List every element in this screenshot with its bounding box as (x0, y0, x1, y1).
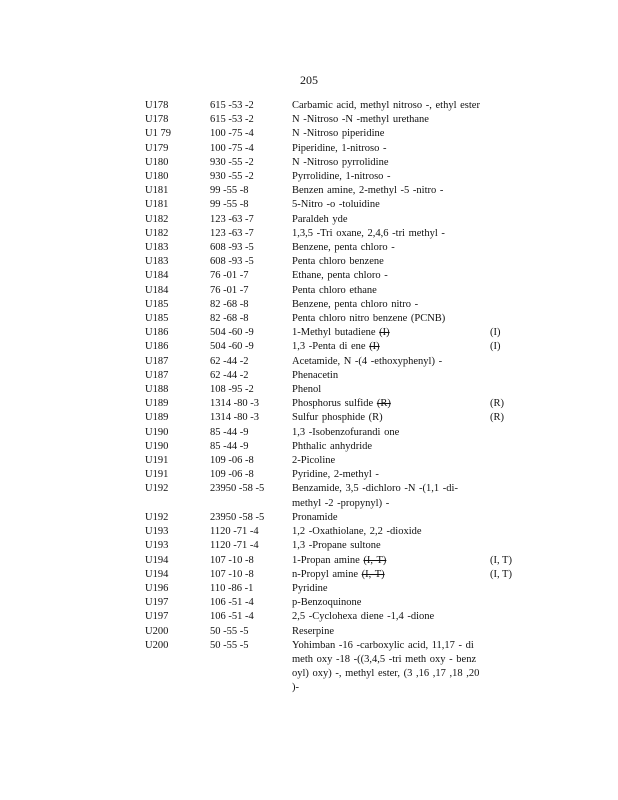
table-row (0, 99, 618, 113)
substance-name (292, 596, 482, 610)
cas-number: 85 -44 -9 (210, 426, 249, 438)
waste-code: U181 (145, 199, 169, 211)
waste-code: U190 (145, 440, 169, 452)
table-row (0, 184, 618, 198)
substance-name (292, 170, 482, 184)
waste-code: U192 (145, 483, 169, 495)
substance-name-text: Benzamide, 3,5 -dichloro -N -(1,1 -di- methyl -2 -propynyl) - (292, 483, 458, 509)
cas-number: 1314 -80 -3 (210, 398, 259, 410)
cas-number: 109 -06 -8 (210, 455, 254, 467)
waste-code: U182 (145, 213, 169, 225)
waste-code: U189 (145, 412, 169, 424)
table-row (0, 355, 618, 369)
waste-code: U193 (145, 526, 169, 538)
cas-number: 615 -53 -2 (210, 114, 254, 126)
substance-name (292, 184, 482, 198)
cas-number: 1120 -71 -4 (210, 526, 259, 538)
cas-number: 62 -44 -2 (210, 355, 249, 367)
substance-name-text: 1-Propan amine (292, 554, 360, 566)
substance-name (292, 610, 482, 624)
hazard-code: (I, T) (490, 568, 512, 580)
substance-name-text: 1,3 -Penta di ene (292, 341, 366, 353)
table-row (0, 454, 618, 468)
substance-name-text: Pyridine, 2-methyl - (292, 469, 379, 481)
substance-name-text: Ethane, penta chloro - (292, 270, 388, 282)
substance-name-text: Piperidine, 1-nitroso - (292, 142, 387, 154)
substance-name (292, 454, 482, 468)
substance-name-text: Acetamide, N -(4 -ethoxyphenyl) - (292, 355, 443, 367)
substance-name (292, 142, 482, 156)
cas-number: 123 -63 -7 (210, 227, 254, 239)
cas-number: 930 -55 -2 (210, 171, 254, 183)
substance-name (292, 482, 482, 510)
table-row (0, 340, 618, 354)
substance-name-text: Benzene, penta chloro nitro - (292, 298, 419, 310)
waste-code: U178 (145, 100, 169, 111)
waste-code: U193 (145, 540, 169, 552)
waste-code: U180 (145, 156, 169, 168)
cas-number: 108 -95 -2 (210, 384, 254, 396)
table-row (0, 298, 618, 312)
substance-name-text: Pronamide (292, 511, 338, 523)
substance-name (292, 227, 482, 241)
struck-hazard-code: (I) (379, 327, 390, 339)
cas-number: 615 -53 -2 (210, 100, 254, 111)
substance-name-text: 2,5 -Cyclohexa diene -1,4 -dione (292, 611, 435, 623)
waste-code: U183 (145, 242, 169, 254)
cas-number: 85 -44 -9 (210, 440, 249, 452)
substance-name-text: N -Nitroso piperidine (292, 128, 385, 140)
table-row (0, 639, 618, 696)
substance-name-text: Phthalic anhydride (292, 440, 373, 452)
waste-code: U183 (145, 256, 169, 268)
cas-number: 23950 -58 -5 (210, 511, 265, 523)
waste-code-table (0, 99, 618, 696)
substance-name (292, 213, 482, 227)
cas-number: 608 -93 -5 (210, 242, 254, 254)
waste-code: U179 (145, 142, 169, 154)
waste-code: U188 (145, 384, 169, 396)
substance-name-text: Pyridine (292, 582, 328, 594)
substance-name (292, 198, 482, 212)
substance-name-text: Pyrrolidine, 1-nitroso - (292, 171, 391, 183)
substance-name-text: 5-Nitro -o -toluidine (292, 199, 380, 211)
substance-name-text: N -Nitroso -N -methyl urethane (292, 114, 429, 126)
waste-code: U184 (145, 270, 169, 282)
waste-code: U194 (145, 568, 169, 580)
cas-number: 930 -55 -2 (210, 156, 254, 168)
waste-code: U184 (145, 284, 169, 296)
table-row (0, 255, 618, 269)
substance-name (292, 298, 482, 312)
waste-code: U191 (145, 455, 169, 467)
table-row (0, 468, 618, 482)
substance-name (292, 269, 482, 283)
table-row (0, 312, 618, 326)
table-row (0, 596, 618, 610)
cas-number: 76 -01 -7 (210, 270, 249, 282)
cas-number: 1120 -71 -4 (210, 540, 259, 552)
substance-name (292, 426, 482, 440)
table-row (0, 326, 618, 340)
cas-number: 23950 -58 -5 (210, 483, 265, 495)
substance-name-text: N -Nitroso pyrrolidine (292, 156, 389, 168)
substance-name (292, 284, 482, 298)
substance-name (292, 568, 482, 582)
waste-code: U1 79 (145, 128, 171, 140)
substance-name (292, 340, 482, 354)
cas-number: 76 -01 -7 (210, 284, 249, 296)
substance-name-text: Penta chloro ethane (292, 284, 377, 296)
cas-number: 504 -60 -9 (210, 327, 254, 339)
waste-code: U200 (145, 625, 169, 637)
substance-name (292, 511, 482, 525)
page-number: 205 (300, 73, 318, 87)
waste-code: U196 (145, 582, 169, 594)
waste-code: U190 (145, 426, 169, 438)
substance-name (292, 525, 482, 539)
waste-code: U182 (145, 227, 169, 239)
substance-name-text: Phenacetin (292, 369, 339, 381)
substance-name (292, 241, 482, 255)
hazard-code: (R) (490, 412, 504, 424)
waste-code: U194 (145, 554, 169, 566)
waste-code: U180 (145, 171, 169, 183)
substance-name (292, 113, 482, 127)
table-row (0, 269, 618, 283)
table-row (0, 142, 618, 156)
table-row (0, 113, 618, 127)
waste-code: U197 (145, 611, 169, 623)
table-row (0, 539, 618, 553)
waste-code: U187 (145, 355, 169, 367)
substance-name (292, 369, 482, 383)
substance-name (292, 554, 482, 568)
waste-code: U185 (145, 298, 169, 310)
substance-name (292, 355, 482, 369)
table-row (0, 426, 618, 440)
waste-code: U189 (145, 398, 169, 410)
cas-number: 106 -51 -4 (210, 597, 254, 609)
substance-name-text: 1,3,5 -Tri oxane, 2,4,6 -tri methyl - (292, 227, 445, 239)
cas-number: 99 -55 -8 (210, 199, 249, 211)
table-row (0, 241, 618, 255)
substance-name (292, 440, 482, 454)
table-row (0, 411, 618, 425)
cas-number: 106 -51 -4 (210, 611, 254, 623)
table-row (0, 482, 618, 510)
hazard-code: (I) (490, 341, 501, 353)
substance-name (292, 582, 482, 596)
table-row (0, 568, 618, 582)
waste-code: U185 (145, 313, 169, 325)
table-row (0, 198, 618, 212)
substance-name-text: Penta chloro nitro benzene (PCNB) (292, 313, 446, 325)
waste-code: U191 (145, 469, 169, 481)
substance-name (292, 326, 482, 340)
substance-name-text: p-Benzoquinone (292, 597, 362, 609)
table-row (0, 440, 618, 454)
table-row (0, 369, 618, 383)
substance-name-text: Paraldeh yde (292, 213, 348, 225)
substance-name (292, 539, 482, 553)
substance-name-text: 2-Picoline (292, 455, 336, 467)
substance-name-text: n-Propyl amine (292, 568, 359, 580)
table-row (0, 284, 618, 298)
cas-number: 100 -75 -4 (210, 128, 254, 140)
waste-code: U186 (145, 327, 169, 339)
table-row (0, 625, 618, 639)
cas-number: 99 -55 -8 (210, 185, 249, 197)
substance-name (292, 625, 482, 639)
table-row (0, 610, 618, 624)
cas-number: 82 -68 -8 (210, 298, 249, 310)
substance-name-text: Phosphorus sulfide (292, 398, 374, 410)
cas-number: 608 -93 -5 (210, 256, 254, 268)
substance-name (292, 156, 482, 170)
waste-code: U192 (145, 511, 169, 523)
cas-number: 62 -44 -2 (210, 369, 249, 381)
substance-name (292, 639, 482, 696)
cas-number: 82 -68 -8 (210, 313, 249, 325)
substance-name-text: 1-Methyl butadiene (292, 327, 376, 339)
hazard-code: (I, T) (490, 554, 512, 566)
substance-name-text: Yohimban -16 -carboxylic acid, 11,17 - di meth oxy -18 -((3,4,5 -tri meth oxy - benz oyl) oxy) -, methyl ester, (3 ,16 ,17 ,18 ,20 )- (292, 639, 480, 694)
table-row (0, 213, 618, 227)
substance-name (292, 255, 482, 269)
substance-name-text: 1,3 -Propane sultone (292, 540, 381, 552)
struck-hazard-code: (R) (376, 398, 391, 410)
waste-code: U181 (145, 185, 169, 197)
table-row (0, 582, 618, 596)
cas-number: 504 -60 -9 (210, 341, 254, 353)
substance-name-text: Sulfur phosphide (R) (292, 412, 383, 424)
substance-name (292, 99, 482, 113)
waste-code: U186 (145, 341, 169, 353)
hazard-code: (R) (490, 398, 504, 410)
table-row (0, 383, 618, 397)
cas-number: 100 -75 -4 (210, 142, 254, 154)
cas-number: 50 -55 -5 (210, 625, 249, 637)
substance-name-text: Reserpine (292, 625, 334, 637)
cas-number: 123 -63 -7 (210, 213, 254, 225)
waste-code: U187 (145, 369, 169, 381)
cas-number: 50 -55 -5 (210, 639, 249, 651)
hazard-code: (I) (490, 327, 501, 339)
table-row (0, 156, 618, 170)
cas-number: 107 -10 -8 (210, 568, 254, 580)
substance-name (292, 383, 482, 397)
waste-code: U178 (145, 114, 169, 126)
table-row (0, 127, 618, 141)
waste-code: U200 (145, 639, 169, 651)
table-row (0, 525, 618, 539)
struck-hazard-code: (I) (369, 341, 380, 353)
table-row (0, 397, 618, 411)
cas-number: 107 -10 -8 (210, 554, 254, 566)
substance-name-text: Phenol (292, 384, 322, 396)
substance-name (292, 397, 482, 411)
struck-hazard-code: (I, T) (363, 554, 387, 566)
substance-name-text: 1,2 -Oxathiolane, 2,2 -dioxide (292, 526, 422, 538)
struck-hazard-code: (I, T) (361, 568, 385, 580)
cas-number: 110 -86 -1 (210, 582, 254, 594)
substance-name-text: Benzen amine, 2-methyl -5 -nitro - (292, 185, 444, 197)
substance-name (292, 312, 482, 326)
substance-name (292, 127, 482, 141)
cas-number: 109 -06 -8 (210, 469, 254, 481)
cas-number: 1314 -80 -3 (210, 412, 259, 424)
substance-name (292, 468, 482, 482)
table-row (0, 170, 618, 184)
substance-name-text: Carbamic acid, methyl nitroso -, ethyl ester (292, 100, 480, 111)
table-row (0, 511, 618, 525)
table-row (0, 227, 618, 241)
substance-name-text: 1,3 -Isobenzofurandi one (292, 426, 400, 438)
table-row (0, 554, 618, 568)
substance-name-text: Benzene, penta chloro - (292, 242, 395, 254)
substance-name-text: Penta chloro benzene (292, 256, 384, 268)
substance-name (292, 411, 482, 425)
waste-code: U197 (145, 597, 169, 609)
